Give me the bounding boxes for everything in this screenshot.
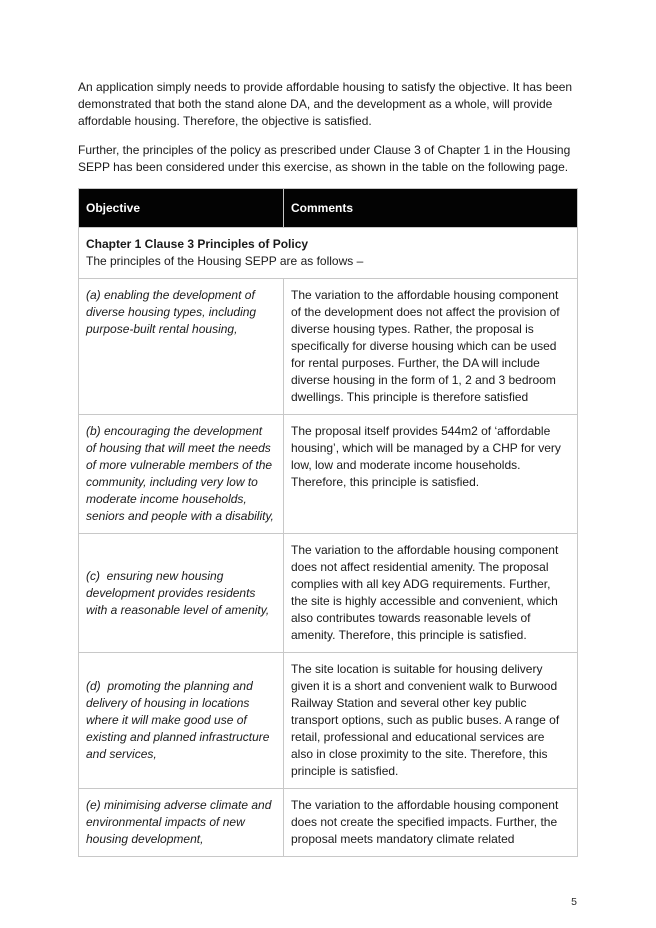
table-row (79, 279, 578, 415)
section-cell (79, 228, 578, 279)
objective-cell: (e) minimising adverse climate and environmental impacts of new housing development, (79, 789, 284, 857)
objective-cell: (a) enabling the development of diverse housing types, including purpose-built rental housing, (79, 279, 284, 415)
section-subtitle: The principles of the Housing SEPP are as follows – (86, 254, 364, 268)
table-row (79, 534, 578, 653)
section-title: Chapter 1 Clause 3 Principles of Policy (86, 237, 309, 251)
principles-table (78, 188, 578, 857)
objective-cell: (d) promoting the planning and delivery of housing in locations where it will make good use of existing and planned infrastructure and services, (79, 653, 284, 789)
table-header-row (79, 189, 578, 228)
table-row (79, 789, 578, 857)
table-row (79, 415, 578, 534)
comment-cell: The site location is suitable for housing delivery given it is a short and convenient walk to Burwood Railway Station and several other key public transport options, such as public buses. A range of retail, professional and educational services are also in close proximity to the site. Therefore, this principle is satisfied. (284, 653, 578, 789)
intro-paragraph-2: Further, the principles of the policy as prescribed under Clause 3 of Chapter 1 in the Housing SEPP has been considered under this exercise, as shown in the table on the following page. (78, 143, 571, 174)
page-number: 5 (571, 896, 577, 908)
column-header-comments: Comments (284, 189, 578, 228)
table-section-row (79, 228, 578, 279)
comment-cell: The proposal itself provides 544m2 of ‘affordable housing’, which will be managed by a CHP for very low, low and moderate income households. Therefore, this principle is satisfied. (284, 415, 578, 534)
column-header-objective: Objective (79, 189, 284, 228)
intro-paragraph-1: An application simply needs to provide affordable housing to satisfy the objective. It has been demonstrated that both the stand alone DA, and the development as a whole, will provide affordable housing. Therefore, the objective is satisfied. (78, 80, 573, 128)
table-row (79, 653, 578, 789)
comment-cell: The variation to the affordable housing component does not affect residential amenity. The proposal complies with all key ADG requirements. Further, the site is highly accessible and convenient, which also contributes towards reasonable levels of amenity. Therefore, this principle is satisfied. (284, 534, 578, 653)
objective-cell: (c) ensuring new housing development provides residents with a reasonable level of amenity, (79, 534, 284, 653)
page-content (78, 79, 577, 857)
comment-cell: The variation to the affordable housing component does not create the specified impacts. Further, the proposal meets mandatory climate related (284, 789, 578, 857)
comment-cell: The variation to the affordable housing component of the development does not affect the provision of diverse housing types. Rather, the proposal is specifically for diverse housing which can be used for rental purposes. Further, the DA will include diverse housing in the form of 1, 2 and 3 bedroom dwellings. This principle is therefore satisfied (284, 279, 578, 415)
objective-cell: (b) encouraging the development of housing that will meet the needs of more vulnerable members of the community, including very low to moderate income households, seniors and people with a disability, (79, 415, 284, 534)
